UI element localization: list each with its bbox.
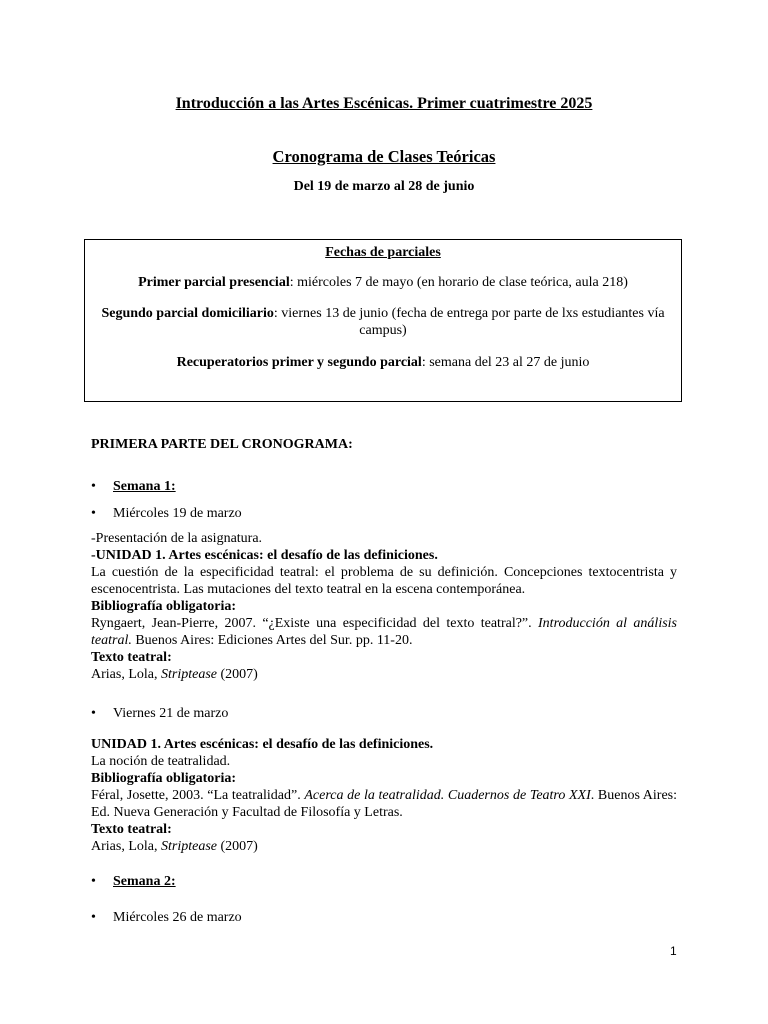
bibliography-entry xyxy=(91,787,677,821)
bibliography-author: Ryngaert, Jean-Pierre, 2007. “¿Existe una especificidad del texto teatral?”. xyxy=(91,616,539,631)
section-title: PRIMERA PARTE DEL CRONOGRAMA: xyxy=(91,437,353,452)
week2-class1-day xyxy=(91,909,242,926)
play-year: (2007) xyxy=(216,839,258,854)
second-exam-label: Segundo parcial domiciliario xyxy=(101,306,274,321)
play-label: Texto teatral: xyxy=(91,822,172,837)
unit-heading: UNIDAD 1. Artes escénicas: el desafío de las definiciones. xyxy=(91,737,434,752)
week1-class1-content xyxy=(91,530,677,683)
bibliography-label: Bibliografía obligatoria: xyxy=(91,771,237,786)
week1-label: Semana 1: xyxy=(113,479,176,494)
class-intro: -Presentación de la asignatura. xyxy=(91,531,263,546)
week1-class2-day xyxy=(91,705,228,722)
week1-class2-content xyxy=(91,736,677,855)
week1-class1-day xyxy=(91,505,242,522)
course-title: Introducción a las Artes Escénicas. Primer cuatrimestre 2025 xyxy=(175,95,593,112)
play-year: (2007) xyxy=(216,667,258,682)
week2-class1-day-text: Miércoles 26 de marzo xyxy=(113,910,242,925)
week1-class1-day-text: Miércoles 19 de marzo xyxy=(113,506,242,521)
bullet-icon: • xyxy=(91,479,96,494)
week2-label: Semana 2: xyxy=(113,874,176,889)
play-label: Texto teatral: xyxy=(91,650,172,665)
week1-class2-day-text: Viernes 21 de marzo xyxy=(113,706,229,721)
bullet-icon: • xyxy=(91,874,96,889)
bullet-icon: • xyxy=(91,506,96,521)
play-title: Striptease xyxy=(160,667,217,682)
second-exam-text: : viernes 13 de junio (fecha de entrega por parte de lxs estudiantes vía campus) xyxy=(273,306,665,338)
first-exam-label: Primer parcial presencial xyxy=(138,275,290,290)
bibliography-entry xyxy=(91,615,677,649)
unit-heading: -UNIDAD 1. Artes escénicas: el desafío de las definiciones. xyxy=(91,548,438,563)
week1-heading xyxy=(91,478,176,495)
bullet-icon: • xyxy=(91,910,96,925)
play-title: Striptease xyxy=(160,839,217,854)
recovery-exam-text: : semana del 23 al 27 de junio xyxy=(421,355,590,370)
bibliography-book: Acerca de la teatralidad. Cuadernos de Teatro XXI xyxy=(304,788,591,803)
week2-heading xyxy=(91,873,176,890)
play-author: Arias, Lola, xyxy=(91,839,161,854)
unit-description: La noción de teatralidad. xyxy=(91,754,231,769)
recovery-exam-label: Recuperatorios primer y segundo parcial xyxy=(176,355,422,370)
bibliography-label: Bibliografía obligatoria: xyxy=(91,599,237,614)
bibliography-author: Féral, Josette, 2003. “La teatralidad”. xyxy=(91,788,305,803)
play-author: Arias, Lola, xyxy=(91,667,161,682)
schedule-title: Cronograma de Clases Teóricas xyxy=(272,147,496,166)
exam-dates-box xyxy=(84,239,682,402)
exam-box-heading: Fechas de parciales xyxy=(325,245,441,260)
first-exam-line xyxy=(91,274,675,291)
play-entry xyxy=(91,838,677,855)
bibliography-book: Introducción al análisis teatral. xyxy=(91,616,678,648)
recovery-exam-line xyxy=(91,354,675,371)
play-entry xyxy=(91,666,677,683)
bibliography-publisher: . Buenos Aires: Ed. Nueva Generación y Facultad de Filosofía y Letras. xyxy=(91,788,677,820)
second-exam-line xyxy=(91,305,675,339)
first-exam-text: : miércoles 7 de mayo (en horario de clase teórica, aula 218) xyxy=(289,275,628,290)
bullet-icon: • xyxy=(91,706,96,721)
date-range: Del 19 de marzo al 28 de junio xyxy=(293,179,475,194)
bibliography-publisher: Buenos Aires: Ediciones Artes del Sur. pp. 11-20. xyxy=(131,633,413,648)
page-number: 1 xyxy=(670,944,677,958)
unit-description: La cuestión de la especificidad teatral: el problema de su definición. Concepciones textocentrista y escenocentrista. Las mutaciones del texto teatral en la escena contemporánea. xyxy=(91,565,677,597)
